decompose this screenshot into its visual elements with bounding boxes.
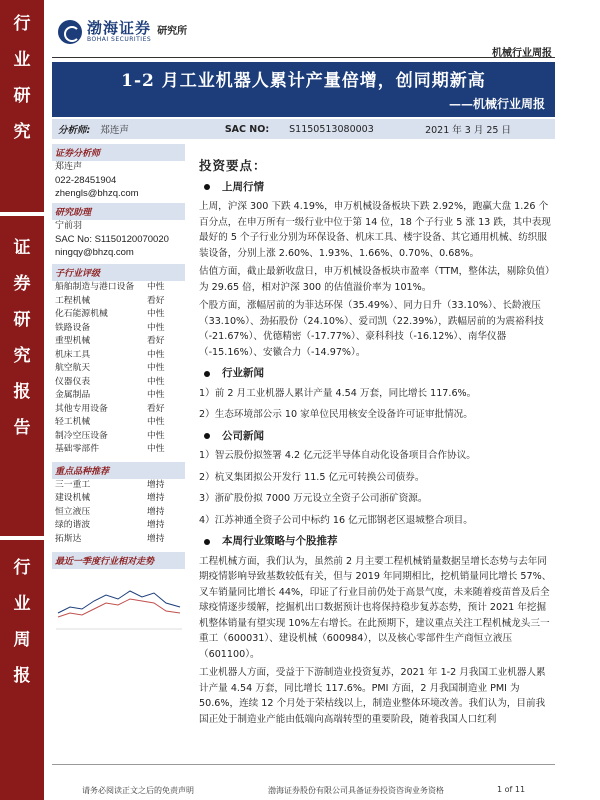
analyst-name: 郑连声 <box>55 162 83 172</box>
sub-rating-row <box>52 295 185 309</box>
trend-chart <box>52 573 185 633</box>
sub-rating-row <box>52 430 185 444</box>
recommend-row <box>52 492 185 506</box>
section-title: 上周行情 <box>222 180 264 193</box>
sidebar-char: 行 <box>13 14 31 34</box>
assistant-header: 研究助理 <box>52 203 185 220</box>
sub-ratings-list <box>52 281 185 457</box>
report-date: 2021 年 3 月 25 日 <box>425 125 511 136</box>
section-heading <box>204 534 554 550</box>
stock-name: 恒立液压 <box>55 506 91 517</box>
title-banner <box>52 62 555 117</box>
sub-industry-rating: 看好 <box>147 336 165 346</box>
footer-divider <box>52 764 555 765</box>
sub-rating-row <box>52 443 185 457</box>
stock-rating: 增持 <box>147 506 165 517</box>
sub-rating-row <box>52 308 185 322</box>
institute-label: 研究所 <box>157 25 188 37</box>
sub-industry-rating: 中性 <box>147 390 165 400</box>
stock-name: 建设机械 <box>55 493 91 503</box>
bullet-icon <box>204 184 210 190</box>
bullet-icon <box>204 539 210 545</box>
sub-industry-name: 制冷空压设备 <box>55 430 108 441</box>
left-panel <box>52 144 185 633</box>
section-heading <box>204 429 554 445</box>
sidebar-char: 周 <box>13 630 31 650</box>
section-paragraph: 上周，沪深 300 下跌 4.19%，申万机械设备板块下跌 2.92%，跑赢大盘 1.26 个百分点，在申万所有一级行业中位于第 14 位，18 个子行业 5 涨 13 跌，其中表现最好的 5 个子行业分别为环保设备、机床工具、楼宇设备、其它通用机械、纺织服装设备，分别上涨 2.60%、1.93%、1.66%、0.70%、0.68%。 <box>199 201 551 259</box>
main-content <box>196 148 554 730</box>
page-title: 1-2 月工业机器人累计产量倍增，创同期新高 <box>121 71 486 91</box>
sub-industry-rating: 中性 <box>147 363 165 373</box>
sub-industry-name: 金属制品 <box>55 390 91 400</box>
sub-industry-name: 机床工具 <box>55 349 91 360</box>
section-paragraph: 个股方面，涨幅居前的为菲达环保（35.49%）、同力日升（33.10%）、长龄液压（33.10%）、劲拓股份（24.10%）、爱司凯（22.39%），跌幅居前的为震裕科技（-21.67%）、优德精密（-17.77%）、豪科科技（-16.12%）、南华仪器（-15.16%）、安徽合力（-14.97%）。 <box>199 300 544 358</box>
sub-rating-row <box>52 389 185 403</box>
bullet-icon <box>204 371 210 377</box>
sidebar-char: 业 <box>13 594 31 614</box>
sub-rating-row <box>52 403 185 417</box>
stock-name: 拓斯达 <box>55 533 82 544</box>
sub-industry-name: 船舶制造与港口设备 <box>55 282 135 292</box>
sidebar-securities-report <box>0 216 44 536</box>
section-paragraph: 4）江苏神通全资子公司中标约 16 亿元邯钢老区退城整合项目。 <box>199 514 473 526</box>
sub-industry-rating: 中性 <box>147 282 165 292</box>
sub-rating-row <box>52 416 185 430</box>
recommend-row <box>52 479 185 493</box>
recommend-row <box>52 506 185 520</box>
sub-industry-name: 其他专用设备 <box>55 403 108 414</box>
analyst-label: 分析师: <box>58 125 91 136</box>
section-heading <box>204 366 554 382</box>
footer-disclaimer: 请务必阅读正文之后的免责声明 <box>82 786 194 795</box>
footer-company: 渤海证券股份有限公司具备证券投资咨询业务资格 <box>268 786 444 795</box>
sub-industry-rating: 中性 <box>147 322 165 333</box>
sub-industry-rating: 中性 <box>147 376 165 387</box>
section-title: 本周行业策略与个股推荐 <box>222 535 338 547</box>
section-paragraph: 2）生态环境部公示 10 家单位民用核安全设备许可证审批情况。 <box>199 409 473 420</box>
sidebar-weekly-report <box>0 540 44 800</box>
sub-industry-name: 轻工机械 <box>55 417 91 427</box>
footer-page: 1 of 11 <box>497 785 526 794</box>
analyst-header: 证券分析师 <box>52 144 185 161</box>
stock-rating: 增持 <box>147 520 165 530</box>
sidebar-char: 证 <box>13 238 31 258</box>
sub-rating-row <box>52 281 185 295</box>
analyst-name: 郑连声 <box>100 125 129 136</box>
logo-english: BOHAI SECURITIES <box>87 36 152 43</box>
sidebar-char: 报 <box>13 666 31 686</box>
series-machinery <box>58 591 180 613</box>
doc-type: 机械行业周报 <box>492 48 552 59</box>
sub-industry-name: 工程机械 <box>55 295 91 306</box>
sub-industry-name: 基础零部件 <box>55 444 99 454</box>
sub-rating-row <box>52 362 185 376</box>
sub-rating-row <box>52 322 185 336</box>
section-title: 公司新闻 <box>222 429 264 442</box>
sub-industry-rating: 看好 <box>147 295 165 306</box>
sidebar-char: 告 <box>13 418 31 438</box>
bohai-logo-icon <box>58 20 82 44</box>
sub-industry-name: 航空航天 <box>55 363 91 373</box>
sidebar-char: 究 <box>13 122 31 142</box>
recommend-row <box>52 533 185 547</box>
section-paragraph: 3）浙矿股份拟 7000 万元设立全资子公司浙矿资源。 <box>199 493 428 504</box>
sidebar-char: 研 <box>13 310 31 330</box>
sub-industry-rating: 中性 <box>147 309 165 319</box>
sidebar-char: 券 <box>13 274 31 294</box>
section-title: 行业新闻 <box>222 367 264 379</box>
chart-header: 最近一季度行业相对走势 <box>52 552 185 569</box>
sidebar-char: 究 <box>13 346 31 366</box>
sub-rating-row <box>52 335 185 349</box>
section-paragraph: 工程机械方面，我们认为，虽然前 2 月主要工程机械销量数据呈增长态势与去年同期疫情影响导致基数较低有关，但与 2019 年同期相比，挖机销量同比增长 57%、叉车销量同比增长 44%，印证了行业目前仍处于高景气度，未来随着疫苗普及后全球疫情逐步缓解，挖掘机出口数据预计也将保持稳步复苏态势，预计 2021 年挖掘机整体销量有望实现 10%左右增长。在此预期下，建议重点关注工程机械龙头三一重工（600031）、建设机械（600984），以及核心零部件生产商恒立液压（601100）。 <box>199 555 552 660</box>
company-logo <box>58 18 187 46</box>
recommend-list <box>52 479 185 547</box>
section-heading <box>204 180 554 196</box>
sub-industry-rating: 中性 <box>147 444 165 454</box>
sub-industry-rating: 中性 <box>147 349 165 360</box>
analyst-email[interactable]: zhengls@bhzq.com <box>55 188 139 199</box>
bullet-icon <box>204 433 210 439</box>
section-paragraph: 估值方面，截止最新收盘日，申万机械设备板块市盈率（TTM，整体法，剔除负值）为 29.65 倍，相对沪深 300 的估值溢价率为 101%。 <box>199 266 550 293</box>
section-paragraph: 2）杭叉集团拟公开发行 11.5 亿元可转换公司债券。 <box>199 471 425 483</box>
stock-rating: 增持 <box>147 533 165 544</box>
analyst-phone: 022-28451904 <box>55 175 117 186</box>
sub-industry-name: 重型机械 <box>55 336 91 346</box>
trend-chart-svg <box>52 573 185 633</box>
sub-industry-rating: 中性 <box>147 430 165 441</box>
assistant-sac: SAC No: S1150120070020 <box>55 234 169 245</box>
sac-number: S1150513080003 <box>289 123 374 135</box>
section-paragraph: 工业机器人方面，受益于下游制造业投资复苏，2021 年 1-2 月我国工业机器人累计产量 4.54 万套，同比增长 117.6%。PMI 方面，2 月我国制造业 PMI 为 50.6%，连续 12 个月处于荣枯线以上，制造业整体环境改善。我们认为，目前我国正处于制造业产能由低端向高端转型的重要阶段，随着我国人口红利 <box>199 667 546 725</box>
sub-ratings-header: 子行业评级 <box>52 264 185 281</box>
sub-industry-name: 化石能源机械 <box>55 309 108 319</box>
page-subtitle: ——机械行业周报 <box>448 97 545 111</box>
sub-industry-rating: 看好 <box>147 403 165 414</box>
section-paragraph: 1）智云股份拟签署 4.2 亿元泛半导体自动化设备项目合作协议。 <box>199 450 476 461</box>
stock-name: 三一重工 <box>55 479 91 490</box>
stock-rating: 增持 <box>147 493 165 503</box>
sub-industry-rating: 中性 <box>147 417 165 427</box>
sidebar-char: 研 <box>13 86 31 106</box>
sub-industry-name: 铁路设备 <box>55 322 91 333</box>
recommend-row <box>52 519 185 533</box>
assistant-email[interactable]: ningqy@bhzq.com <box>55 247 134 258</box>
header-divider <box>52 57 555 58</box>
recommend-header: 重点品种推荐 <box>52 462 185 479</box>
logo-chinese: 渤海证券 <box>87 19 152 37</box>
analyst-info-bar <box>52 119 555 139</box>
assistant-name: 宁前羽 <box>55 221 83 231</box>
sidebar-char: 报 <box>13 382 31 402</box>
sub-rating-row <box>52 349 185 363</box>
sub-rating-row <box>52 376 185 390</box>
stock-rating: 增持 <box>147 479 165 490</box>
sub-industry-name: 仪器仪表 <box>55 376 91 387</box>
sidebar-industry-research <box>0 0 44 212</box>
investment-highlights-heading: 投资要点： <box>199 158 267 173</box>
sac-label: SAC NO: <box>224 123 270 135</box>
sidebar-char: 业 <box>13 50 31 70</box>
section-paragraph: 1）前 2 月工业机器人累计产量 4.54 万套，同比增长 117.6%。 <box>199 387 477 399</box>
stock-name: 绿的谐波 <box>55 520 91 530</box>
sidebar-char: 行 <box>13 558 31 578</box>
